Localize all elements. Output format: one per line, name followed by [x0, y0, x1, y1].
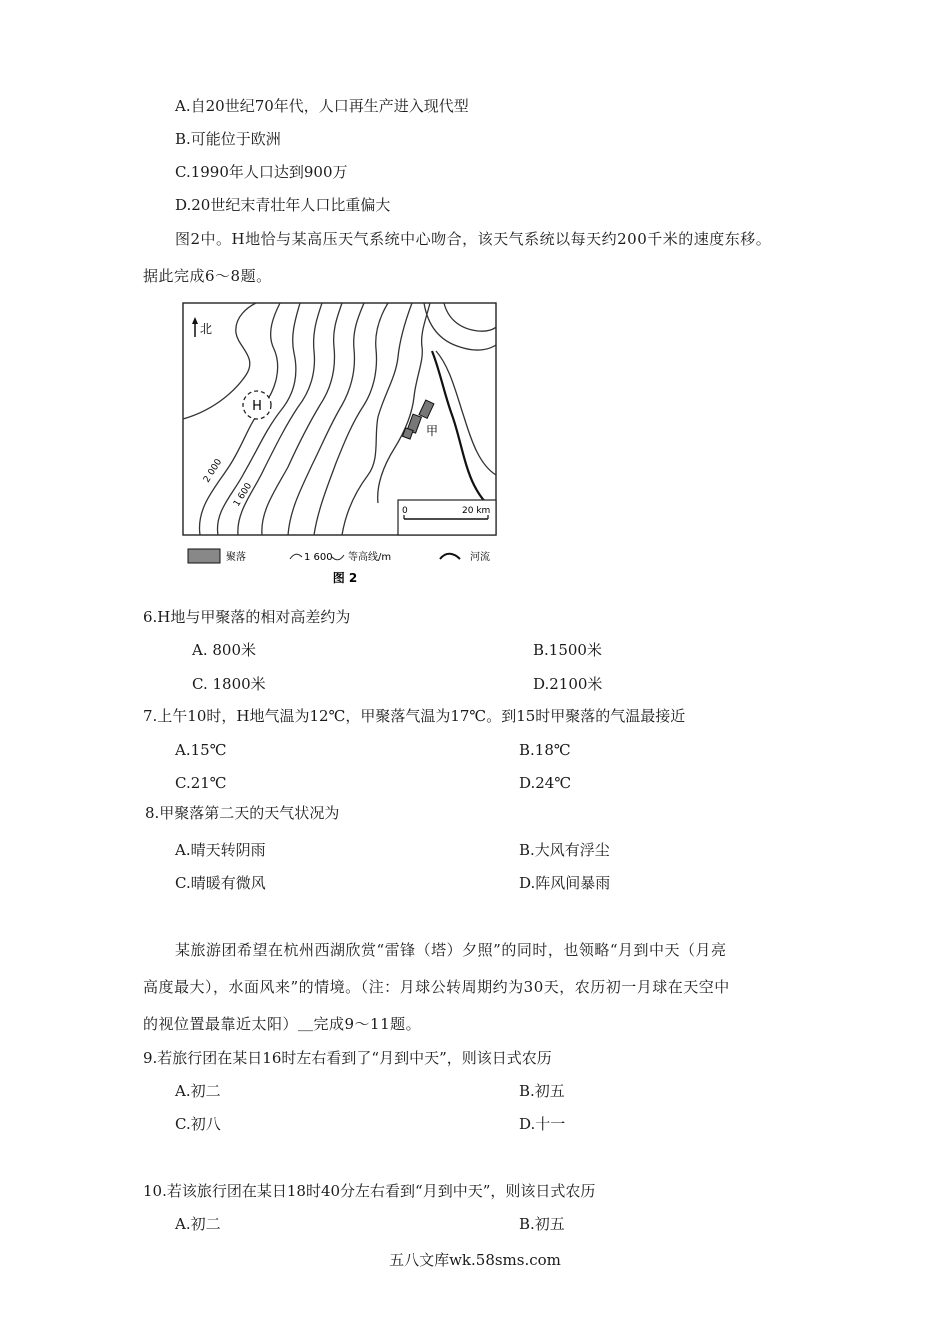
intro-9-11-line3: 的视位置最靠近太阳）＿完成9～11题。 — [143, 1015, 422, 1033]
q8-option-b: B.大风有浮尘 — [519, 841, 610, 859]
legend-contour-icon — [290, 554, 302, 559]
q9-option-b: B.初五 — [519, 1082, 565, 1100]
legend-settlement-label: 聚落 — [226, 552, 246, 563]
q7-option-a: A.15℃ — [175, 741, 227, 759]
q9-option-d: D.十一 — [519, 1115, 566, 1133]
q5-option-c: C.1990年人口达到900万 — [175, 163, 348, 181]
page-footer: 五八文库wk.58sms.com — [389, 1251, 561, 1269]
q7-option-d: D.24℃ — [519, 774, 572, 792]
q10-stem: 10.若该旅行团在某日18时40分左右看到“月到中天”，则该日式农历 — [143, 1182, 596, 1200]
q7-option-c: C.21℃ — [175, 774, 227, 792]
q5-option-a: A.自20世纪70年代，人口再生产进入现代型 — [175, 97, 469, 115]
legend-settlement-icon — [188, 549, 220, 563]
q6-option-d: D.2100米 — [533, 675, 603, 693]
contour-label-1600: 1 600 — [232, 481, 255, 509]
north-label: 北 — [200, 322, 213, 336]
q6-option-a: A. 800米 — [192, 641, 256, 659]
h-label: H — [252, 399, 262, 414]
intro-6-8-line1: 图2中。H地恰与某高压天气系统中心吻合，该天气系统以每天约200千米的速度东移。 — [175, 230, 772, 248]
q8-option-c: C.晴暖有微风 — [175, 874, 266, 892]
contour-map-figure — [178, 297, 508, 589]
scale-zero: 0 — [402, 506, 408, 516]
q5-option-b: B.可能位于欧洲 — [175, 130, 281, 148]
jia-label: 甲 — [426, 424, 439, 438]
scale-end: 20 km — [462, 506, 491, 516]
q10-option-a: A.初二 — [175, 1215, 221, 1233]
q6-option-b: B.1500米 — [533, 641, 602, 659]
legend-contour-value: 1 600 — [304, 552, 333, 563]
intro-9-11-line1: 某旅游团希望在杭州西湖欣赏“雷锋（塔）夕照”的同时，也领略“月到中天（月亮 — [175, 941, 727, 959]
q9-option-a: A.初二 — [175, 1082, 221, 1100]
q5-option-d: D.20世纪末青壮年人口比重偏大 — [175, 196, 391, 214]
legend-contour-label: 等高线/m — [348, 552, 392, 563]
q9-stem: 9.若旅行团在某日16时左右看到了“月到中天”，则该日式农历 — [143, 1049, 552, 1067]
q10-option-b: B.初五 — [519, 1215, 565, 1233]
q7-option-b: B.18℃ — [519, 741, 571, 759]
q8-stem: 8.甲聚落第二天的天气状况为 — [145, 804, 340, 822]
q6-stem: 6.H地与甲聚落的相对高差约为 — [143, 608, 351, 626]
intro-9-11-line2: 高度最大），水面风来”的情境。（注：月球公转周期约为30天，农历初一月球在天空中 — [143, 978, 730, 996]
contour-map-svg — [178, 297, 508, 589]
legend-river-label: 河流 — [470, 552, 490, 563]
q9-option-c: C.初八 — [175, 1115, 221, 1133]
intro-6-8-line2: 据此完成6～8题。 — [143, 267, 272, 285]
contour-label-2000: 2 000 — [202, 457, 225, 485]
q8-option-d: D.阵风间暴雨 — [519, 874, 611, 892]
figure-caption: 图 2 — [332, 571, 358, 585]
q8-option-a: A.晴天转阴雨 — [175, 841, 266, 859]
q7-stem: 7.上午10时，H地气温为12℃，甲聚落气温为17℃。到15时甲聚落的气温最接近 — [143, 707, 686, 725]
legend-river-icon — [440, 554, 460, 559]
q6-option-c: C. 1800米 — [192, 675, 266, 693]
